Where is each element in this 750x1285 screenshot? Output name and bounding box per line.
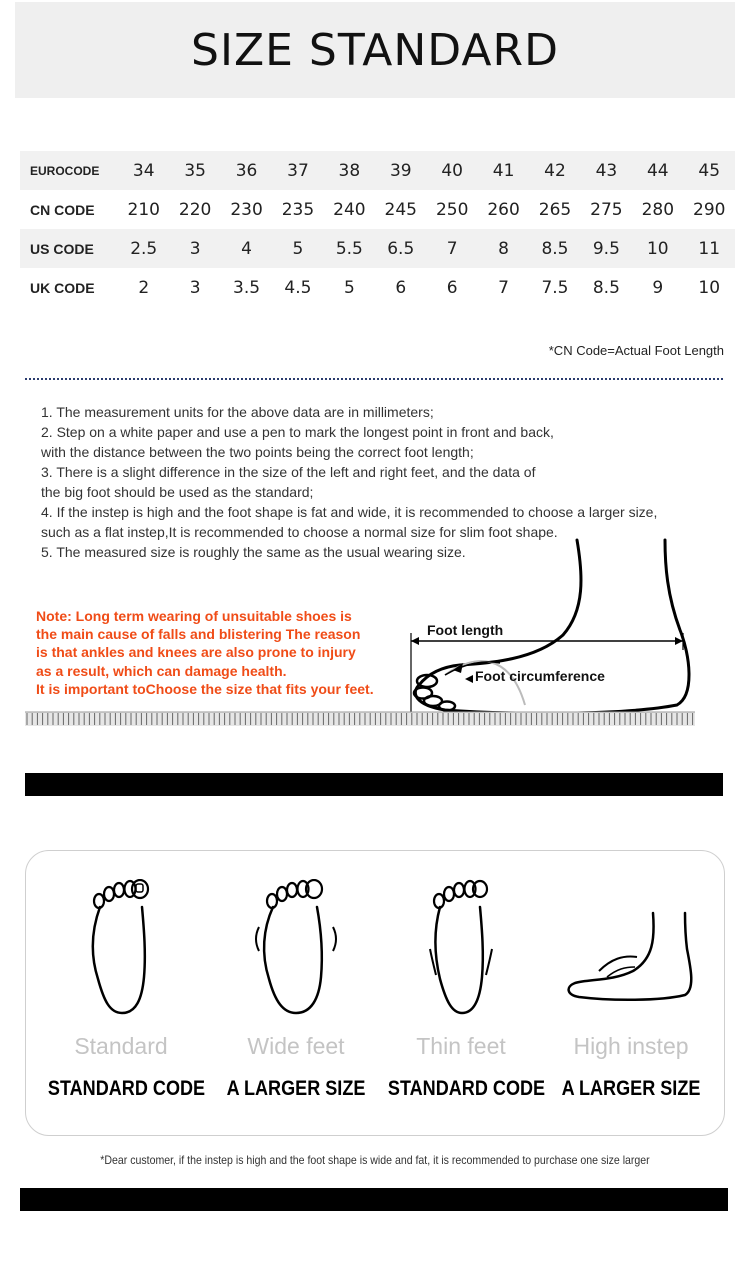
table-cell: 240 — [324, 190, 375, 229]
table-footnote: *CN Code=Actual Foot Length — [548, 343, 724, 358]
foot-type-standard — [36, 879, 206, 1019]
table-cell: 6.5 — [375, 229, 426, 268]
table-cell: 35 — [169, 151, 220, 190]
customer-footnote: *Dear customer, if the instep is high and the foot shape is wide and fat, it is recommended to purchase one size larger — [100, 1153, 650, 1167]
table-cell: 5 — [272, 229, 323, 268]
table-cell: 39 — [375, 151, 426, 190]
table-cell: 220 — [169, 190, 220, 229]
dotted-divider — [25, 378, 723, 380]
table-row — [20, 190, 735, 229]
table-row — [20, 151, 735, 190]
standard-foot-icon — [86, 879, 156, 1019]
table-cell: 42 — [529, 151, 580, 190]
table-cell: 6 — [426, 268, 477, 307]
warning-line: Note: Long term wearing of unsuitable shoes is — [36, 608, 352, 624]
section-divider-bar — [25, 773, 723, 796]
size-chart-table — [20, 151, 735, 307]
table-cell: 265 — [529, 190, 580, 229]
warning-line: as a result, which can damage health. — [36, 662, 287, 679]
size-recommendation: STANDARD CODE — [387, 1077, 546, 1100]
table-cell: 4 — [221, 229, 272, 268]
foot-type-thin — [376, 879, 546, 1019]
thin-foot-icon — [426, 879, 496, 1019]
row-label: CN CODE — [20, 190, 118, 229]
size-recommendation: A LARGER SIZE — [226, 1077, 366, 1100]
table-cell: 37 — [272, 151, 323, 190]
table-cell: 235 — [272, 190, 323, 229]
foot-measurement-diagram — [405, 535, 705, 720]
header-banner — [15, 2, 735, 98]
instruction-line: 2. Step on a white paper and use a pen to mark the longest point in front and back, — [41, 424, 554, 440]
row-label: EUROCODE — [20, 151, 118, 190]
table-cell: 36 — [221, 151, 272, 190]
table-cell: 7 — [426, 229, 477, 268]
foot-type-name: Thin feet — [416, 1033, 506, 1059]
table-cell: 6 — [375, 268, 426, 307]
table-cell: 5 — [324, 268, 375, 307]
table-cell: 38 — [324, 151, 375, 190]
table-cell: 3 — [169, 268, 220, 307]
warning-line: It is important toChoose the size that fits your feet. — [36, 680, 374, 697]
measuring-ruler — [25, 708, 695, 730]
table-cell: 7 — [478, 268, 529, 307]
table-cell: 10 — [684, 268, 736, 307]
table-cell: 2.5 — [118, 229, 169, 268]
foot-length-label: Foot length — [427, 622, 504, 638]
wide-foot-icon — [253, 879, 339, 1019]
table-cell: 8.5 — [581, 268, 632, 307]
instruction-line: such as a flat instep,It is recommended to choose a normal size for slim foot shape. — [41, 524, 558, 540]
instruction-line: the big foot should be used as the standard; — [41, 484, 314, 500]
warning-line: the main cause of falls and blistering The reason — [36, 626, 361, 643]
table-cell: 7.5 — [529, 268, 580, 307]
table-row — [20, 229, 735, 268]
foot-circumference-label: Foot circumference — [475, 668, 605, 684]
row-label: US CODE — [20, 229, 118, 268]
table-row — [20, 268, 735, 307]
instruction-line: 5. The measured size is roughly the same as the usual wearing size. — [41, 544, 466, 560]
table-cell: 4.5 — [272, 268, 323, 307]
foot-type-high-instep — [546, 879, 716, 1019]
table-cell: 8.5 — [529, 229, 580, 268]
instruction-line: 3. There is a slight difference in the size of the left and right feet, and the data of — [41, 464, 536, 480]
table-cell: 290 — [684, 190, 736, 229]
table-cell: 210 — [118, 190, 169, 229]
table-cell: 11 — [684, 229, 736, 268]
table-cell: 245 — [375, 190, 426, 229]
foot-type-wide — [211, 879, 381, 1019]
table-cell: 9 — [632, 268, 683, 307]
table-cell: 44 — [632, 151, 683, 190]
instruction-line: with the distance between the two points being the correct foot length; — [41, 444, 474, 460]
bottom-bar — [20, 1188, 728, 1211]
table-cell: 10 — [632, 229, 683, 268]
table-cell: 9.5 — [581, 229, 632, 268]
page-title: SIZE STANDARD — [191, 24, 559, 76]
table-cell: 8 — [478, 229, 529, 268]
table-cell: 41 — [478, 151, 529, 190]
table-cell: 260 — [478, 190, 529, 229]
foot-type-name: Wide feet — [247, 1033, 345, 1059]
foot-type-name: High instep — [573, 1033, 689, 1059]
table-cell: 45 — [684, 151, 736, 190]
foot-type-name: Standard — [74, 1033, 168, 1059]
health-warning — [36, 607, 416, 698]
table-cell: 275 — [581, 190, 632, 229]
table-cell: 2 — [118, 268, 169, 307]
high-instep-foot-icon — [561, 879, 701, 1019]
instruction-line: 4. If the instep is high and the foot shape is fat and wide, it is recommended to choose a larger size, — [41, 504, 658, 520]
size-recommendation: A LARGER SIZE — [561, 1077, 701, 1100]
instruction-line: 1. The measurement units for the above data are in millimeters; — [41, 404, 434, 420]
table-cell: 280 — [632, 190, 683, 229]
table-cell: 43 — [581, 151, 632, 190]
row-label: UK CODE — [20, 268, 118, 307]
foot-types-card — [25, 850, 725, 1136]
warning-line: is that ankles and knees are also prone to injury — [36, 644, 356, 661]
table-cell: 40 — [426, 151, 477, 190]
table-cell: 3 — [169, 229, 220, 268]
size-recommendation: STANDARD CODE — [47, 1077, 206, 1100]
table-cell: 5.5 — [324, 229, 375, 268]
table-cell: 34 — [118, 151, 169, 190]
table-cell: 3.5 — [221, 268, 272, 307]
table-cell: 230 — [221, 190, 272, 229]
table-cell: 250 — [426, 190, 477, 229]
